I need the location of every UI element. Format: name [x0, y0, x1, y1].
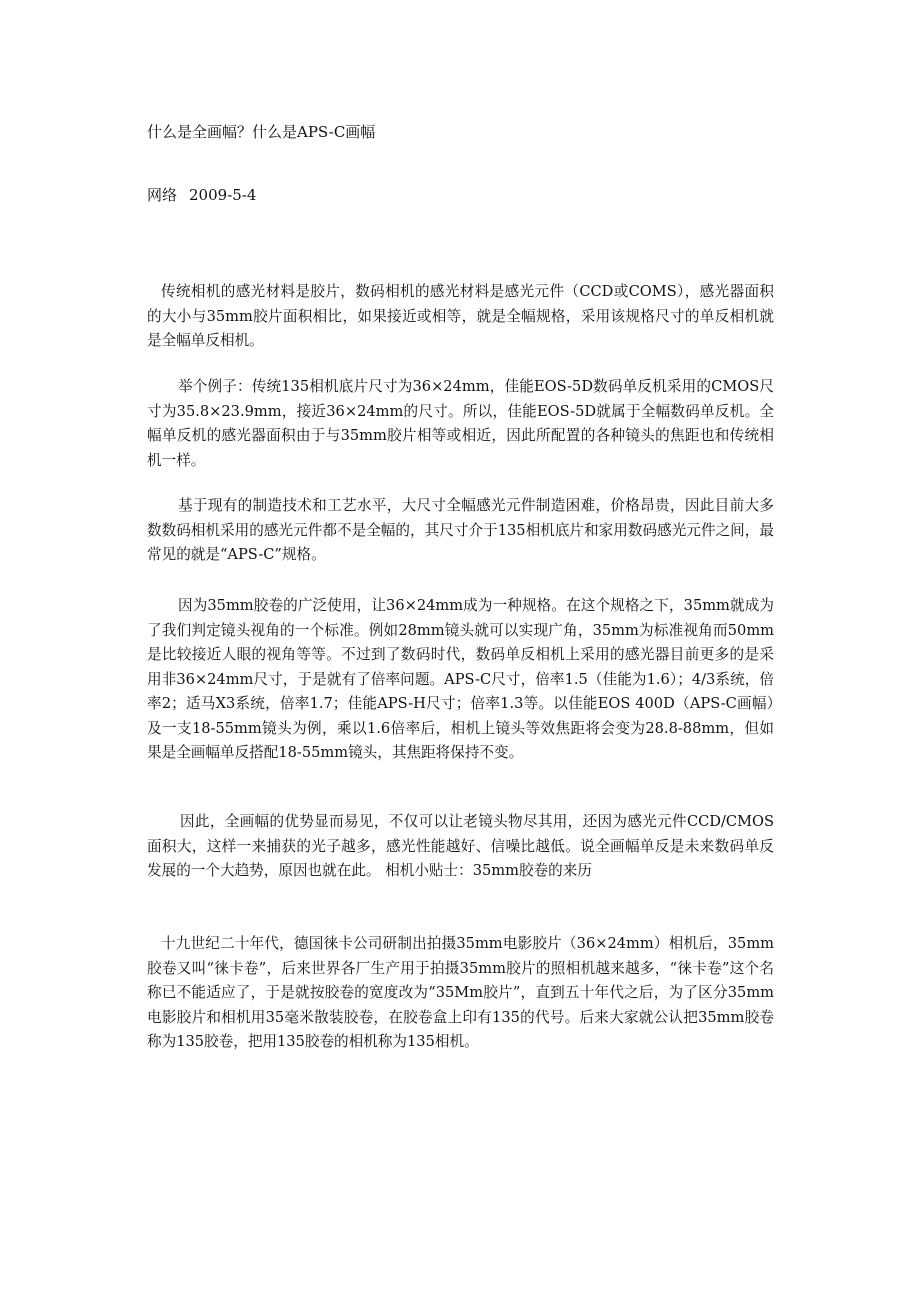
- paragraph-1: 传统相机的感光材料是胶片，数码相机的感光材料是感光元件（CCD或COMS），感光器面积的大小与35mm胶片面积相比，如果接近或相等，就是全幅规格，采用该规格尺寸的单反相机就是全幅单反相机。: [147, 283, 774, 349]
- byline: [147, 183, 256, 207]
- document-title: 什么是全画幅？什么是APS-C画幅: [147, 123, 376, 141]
- publish-date: 2009-5-4: [189, 186, 257, 204]
- paragraph-4: 因为35mm胶卷的广泛使用，让36×24mm成为一种规格。在这个规格之下，35mm就成为了我们判定镜头视角的一个标准。例如28mm镜头就可以实现广角，35mm为标准视角而50mm是比较接近人眼的视角等等。不过到了数码时代，数码单反相机上采用的感光器目前更多的是采用非36×24mm尺寸，于是就有了倍率问题。APS-C尺寸，倍率1.5（佳能为1.6）；4/3系统，倍率2；适马X3系统，倍率1.7；佳能APS-H尺寸；倍率1.3等。以佳能EOS 400D（APS-C画幅）及一支18-55mm镜头为例，乘以1.6倍率后，相机上镜头等效焦距将会变为28.8-88mm，但如果是全画幅单反搭配18-55mm镜头，其焦距将保持不变。: [147, 597, 774, 761]
- paragraph-5: 因此，全画幅的优势显而易见，不仅可以让老镜头物尽其用，还因为感光元件CCD/CMOS面积大，这样一来捕获的光子越多，感光性能越好、信噪比越低。说全画幅单反是未来数码单反发展的一个大趋势，原因也就在此。 相机小贴士：35mm胶卷的来历: [147, 813, 774, 879]
- paragraph-3: 基于现有的制造技术和工艺水平，大尺寸全幅感光元件制造困难，价格昂贵，因此目前大多数数码相机采用的感光元件都不是全幅的，其尺寸介于135相机底片和家用数码感光元件之间，最常见的就是“APS-C”规格。: [147, 497, 774, 563]
- paragraph-2: 举个例子：传统135相机底片尺寸为36×24mm，佳能EOS-5D数码单反机采用的CMOS尺寸为35.8×23.9mm，接近36×24mm的尺寸。所以，佳能EOS-5D就属于全幅数码单反机。全幅单反机的感光器面积由于与35mm胶片相等或相近，因此所配置的各种镜头的焦距也和传统相机一样。: [147, 378, 774, 469]
- source-label: 网络: [147, 186, 178, 204]
- paragraph-6: 十九世纪二十年代，德国徕卡公司研制出拍摄35mm电影胶片（36×24mm）相机后，35mm胶卷又叫“徕卡卷”，后来世界各厂生产用于拍摄35mm胶片的照相机越来越多，“徕卡卷”这个名称已不能适应了，于是就按胶卷的宽度改为“35Mm胶片”，直到五十年代之后，为了区分35mm电影胶片和相机用35毫米散装胶卷，在胶卷盒上印有135的代号。后来大家就公认把35mm胶卷称为135胶卷，把用135胶卷的相机称为135相机。: [147, 935, 774, 1050]
